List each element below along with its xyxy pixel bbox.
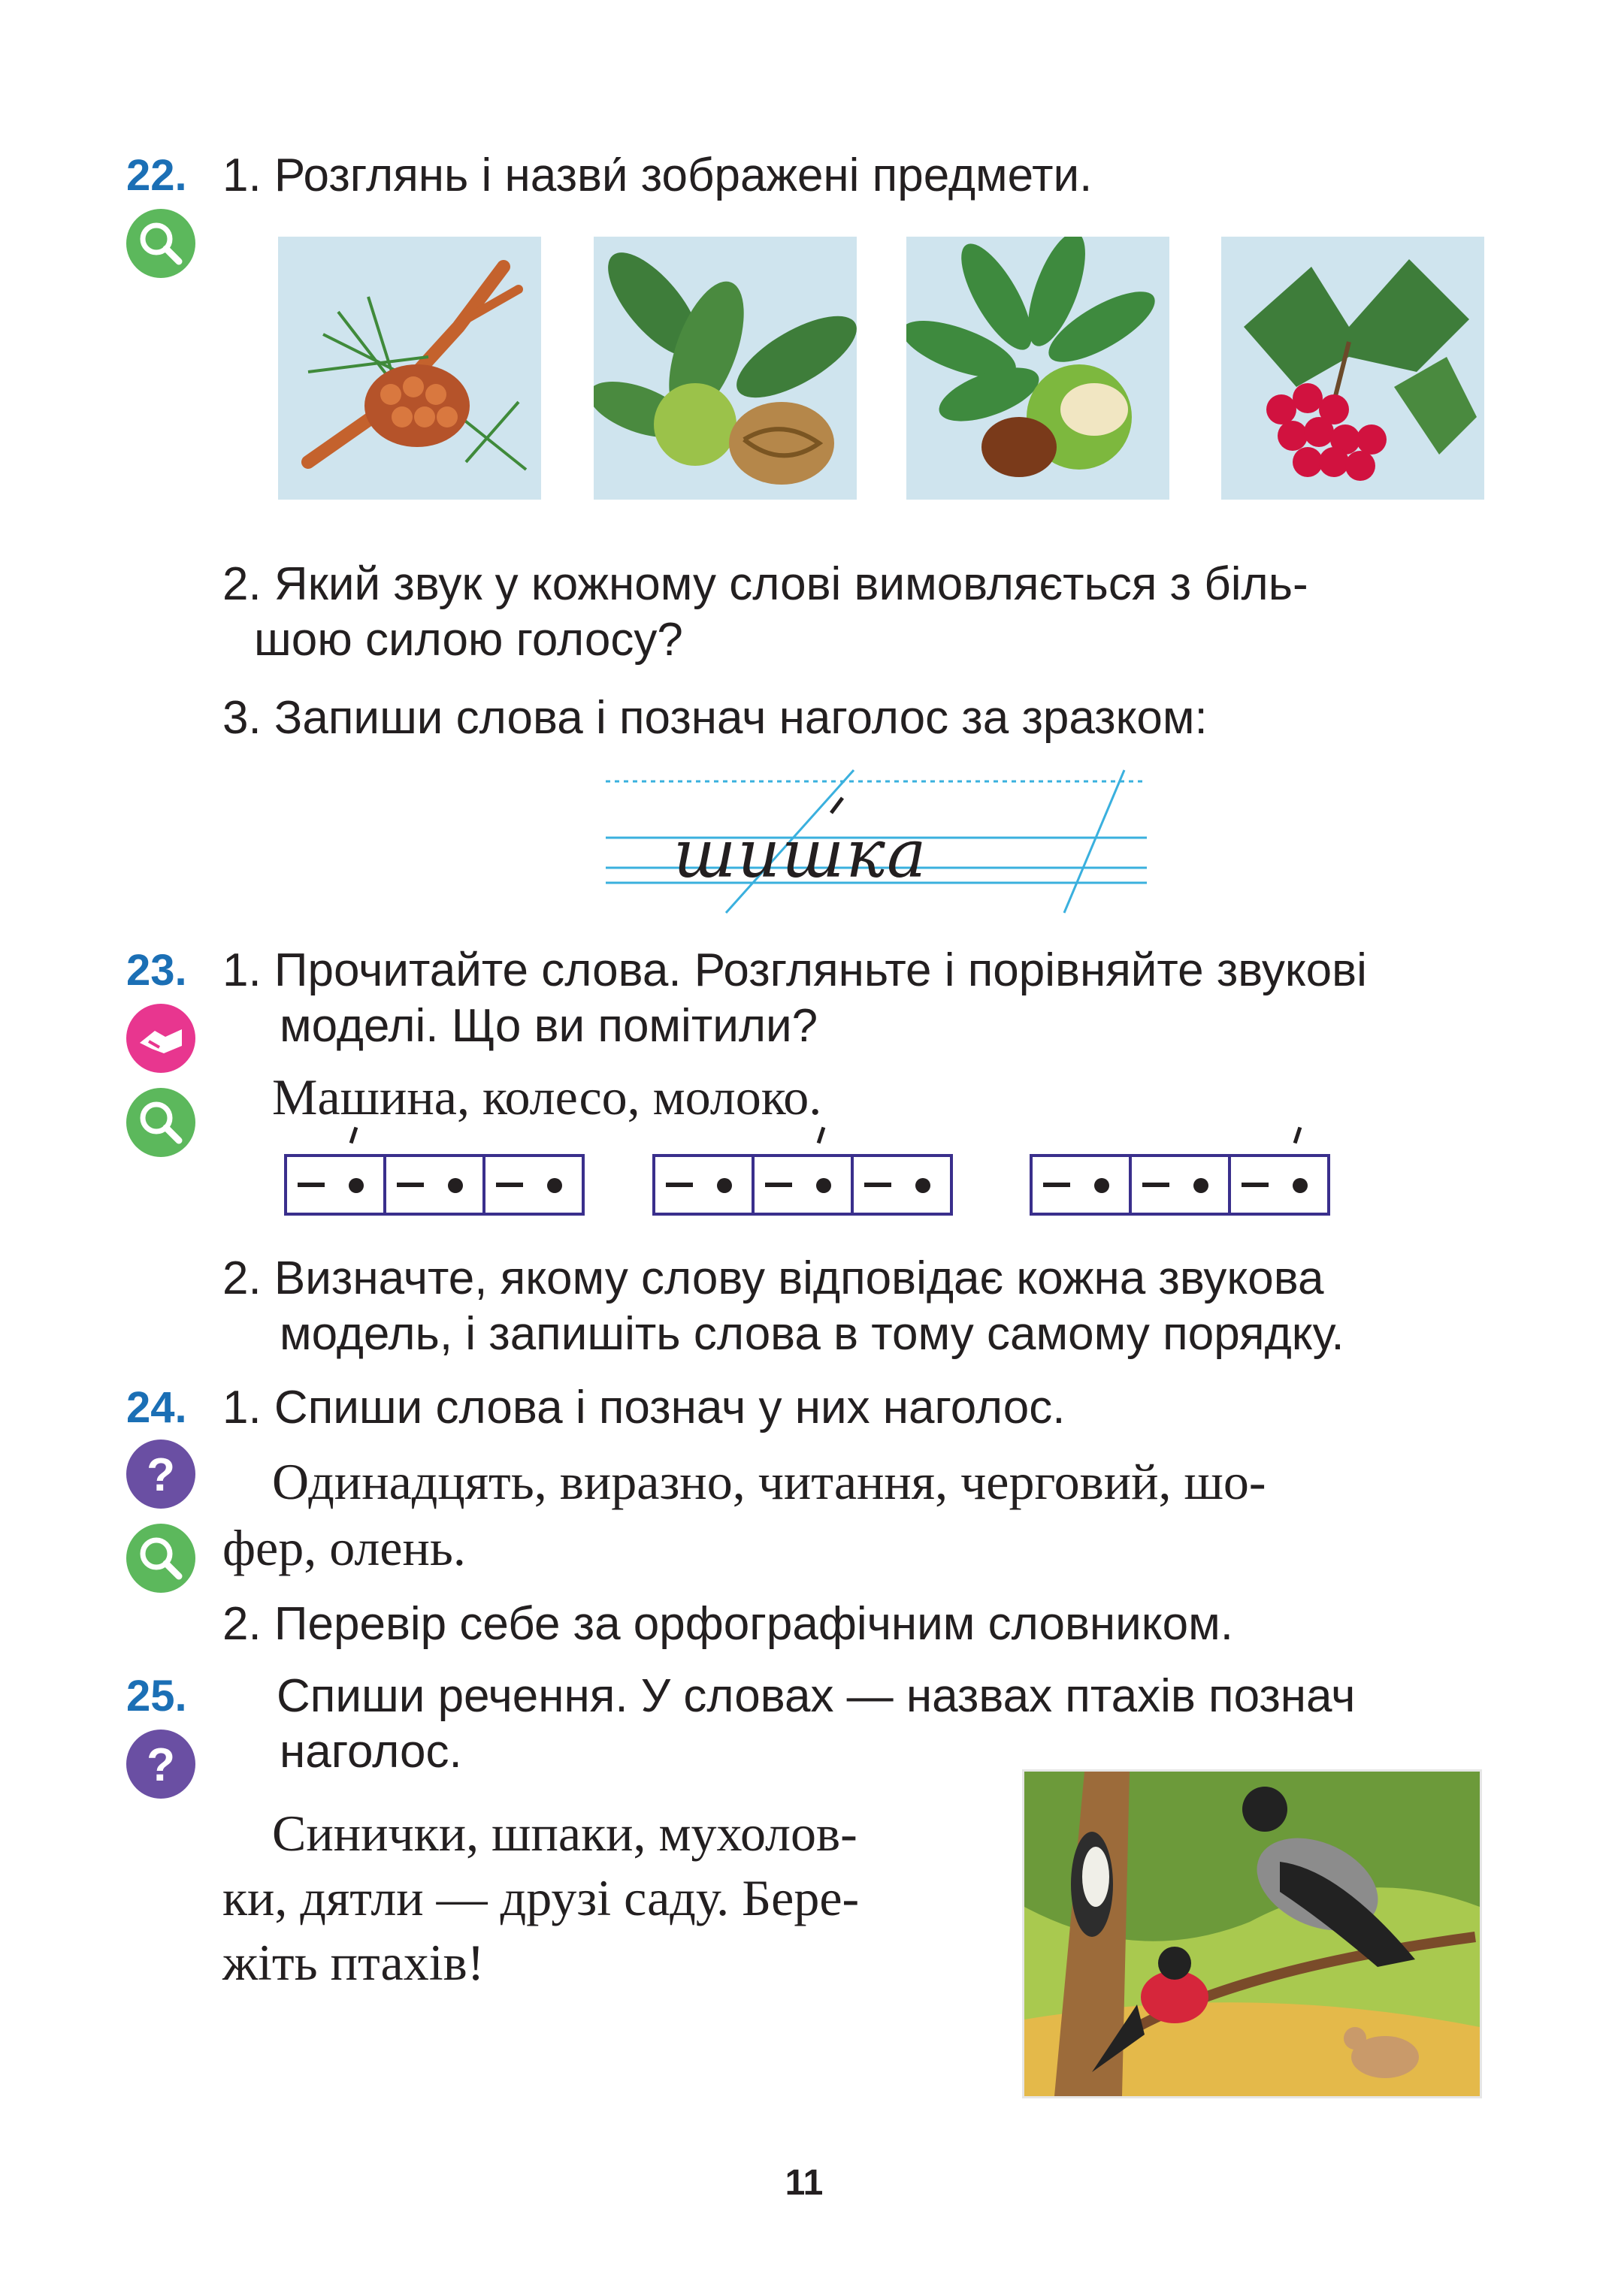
ex22-task-1: 1. Розглянь і назви́ зображені предмети. — [222, 150, 1093, 201]
pine-cone-image — [278, 237, 541, 500]
exercise-number-22: 22. — [126, 151, 187, 200]
sample-word: шишка — [673, 815, 928, 893]
search-icon — [126, 1524, 195, 1593]
ex24-words-line1: Одинадцять, виразно, читання, черговий, шо- — [272, 1453, 1266, 1510]
sound-model-2 — [652, 1154, 953, 1216]
ex23-task-1-line1: 1. Прочитайте слова. Розгляньте і порівняйте звукові — [222, 944, 1367, 996]
sound-model-1 — [284, 1154, 585, 1216]
ex22-task-2-line2: шою силою голосу? — [254, 614, 683, 666]
svg-text:?: ? — [147, 1449, 175, 1501]
ex25-sentence-line1: Синички, шпаки, мухолов- — [272, 1805, 857, 1862]
ex23-task-2-line2: модель, і запишіть слова в тому самому порядку. — [280, 1308, 1344, 1360]
ex22-task-2-line1: 2. Який звук у кожному слові вимовляється з біль- — [222, 558, 1308, 610]
pair-work-icon — [126, 1004, 195, 1073]
search-icon — [126, 209, 195, 278]
sound-model-3 — [1030, 1154, 1330, 1216]
ex24-task-2: 2. Перевір себе за орфографічним словником. — [222, 1598, 1233, 1650]
handwriting-sample — [606, 766, 1147, 917]
question-icon — [126, 1730, 195, 1799]
ex25-sentence-line2: ки, дятли — друзі саду. Бере- — [222, 1869, 860, 1926]
viburnum-image — [1221, 237, 1484, 500]
svg-text:?: ? — [147, 1739, 175, 1791]
ex23-task-2-line1: 2. Визначте, якому слову відповідає кожна звукова — [222, 1252, 1324, 1304]
ex23-words: Машина, колесо, молоко. — [272, 1068, 822, 1125]
exercise-number-24: 24. — [126, 1383, 187, 1432]
ex25-task-line1: Спиши речення. У словах — назвах птахів познач — [277, 1670, 1356, 1722]
question-icon — [126, 1440, 195, 1509]
ex24-words-line2: фер, олень. — [222, 1519, 466, 1576]
exercise-number-25: 25. — [126, 1672, 187, 1720]
birds-image — [1022, 1769, 1482, 2098]
ex25-sentence-line3: жіть птахів! — [222, 1934, 485, 1991]
walnut-image — [594, 237, 857, 500]
page-number: 11 — [785, 2163, 824, 2203]
exercise-number-23: 23. — [126, 946, 187, 995]
search-icon — [126, 1088, 195, 1157]
ex25-task-line2: наголос. — [280, 1726, 462, 1778]
ex22-task-3: 3. Запиши слова і познач наголос за зразком: — [222, 692, 1208, 744]
ex23-task-1-line2: моделі. Що ви помітили? — [280, 1000, 818, 1052]
ex24-task-1: 1. Спиши слова і познач у них наголос. — [222, 1382, 1066, 1433]
chestnut-image — [906, 237, 1169, 500]
